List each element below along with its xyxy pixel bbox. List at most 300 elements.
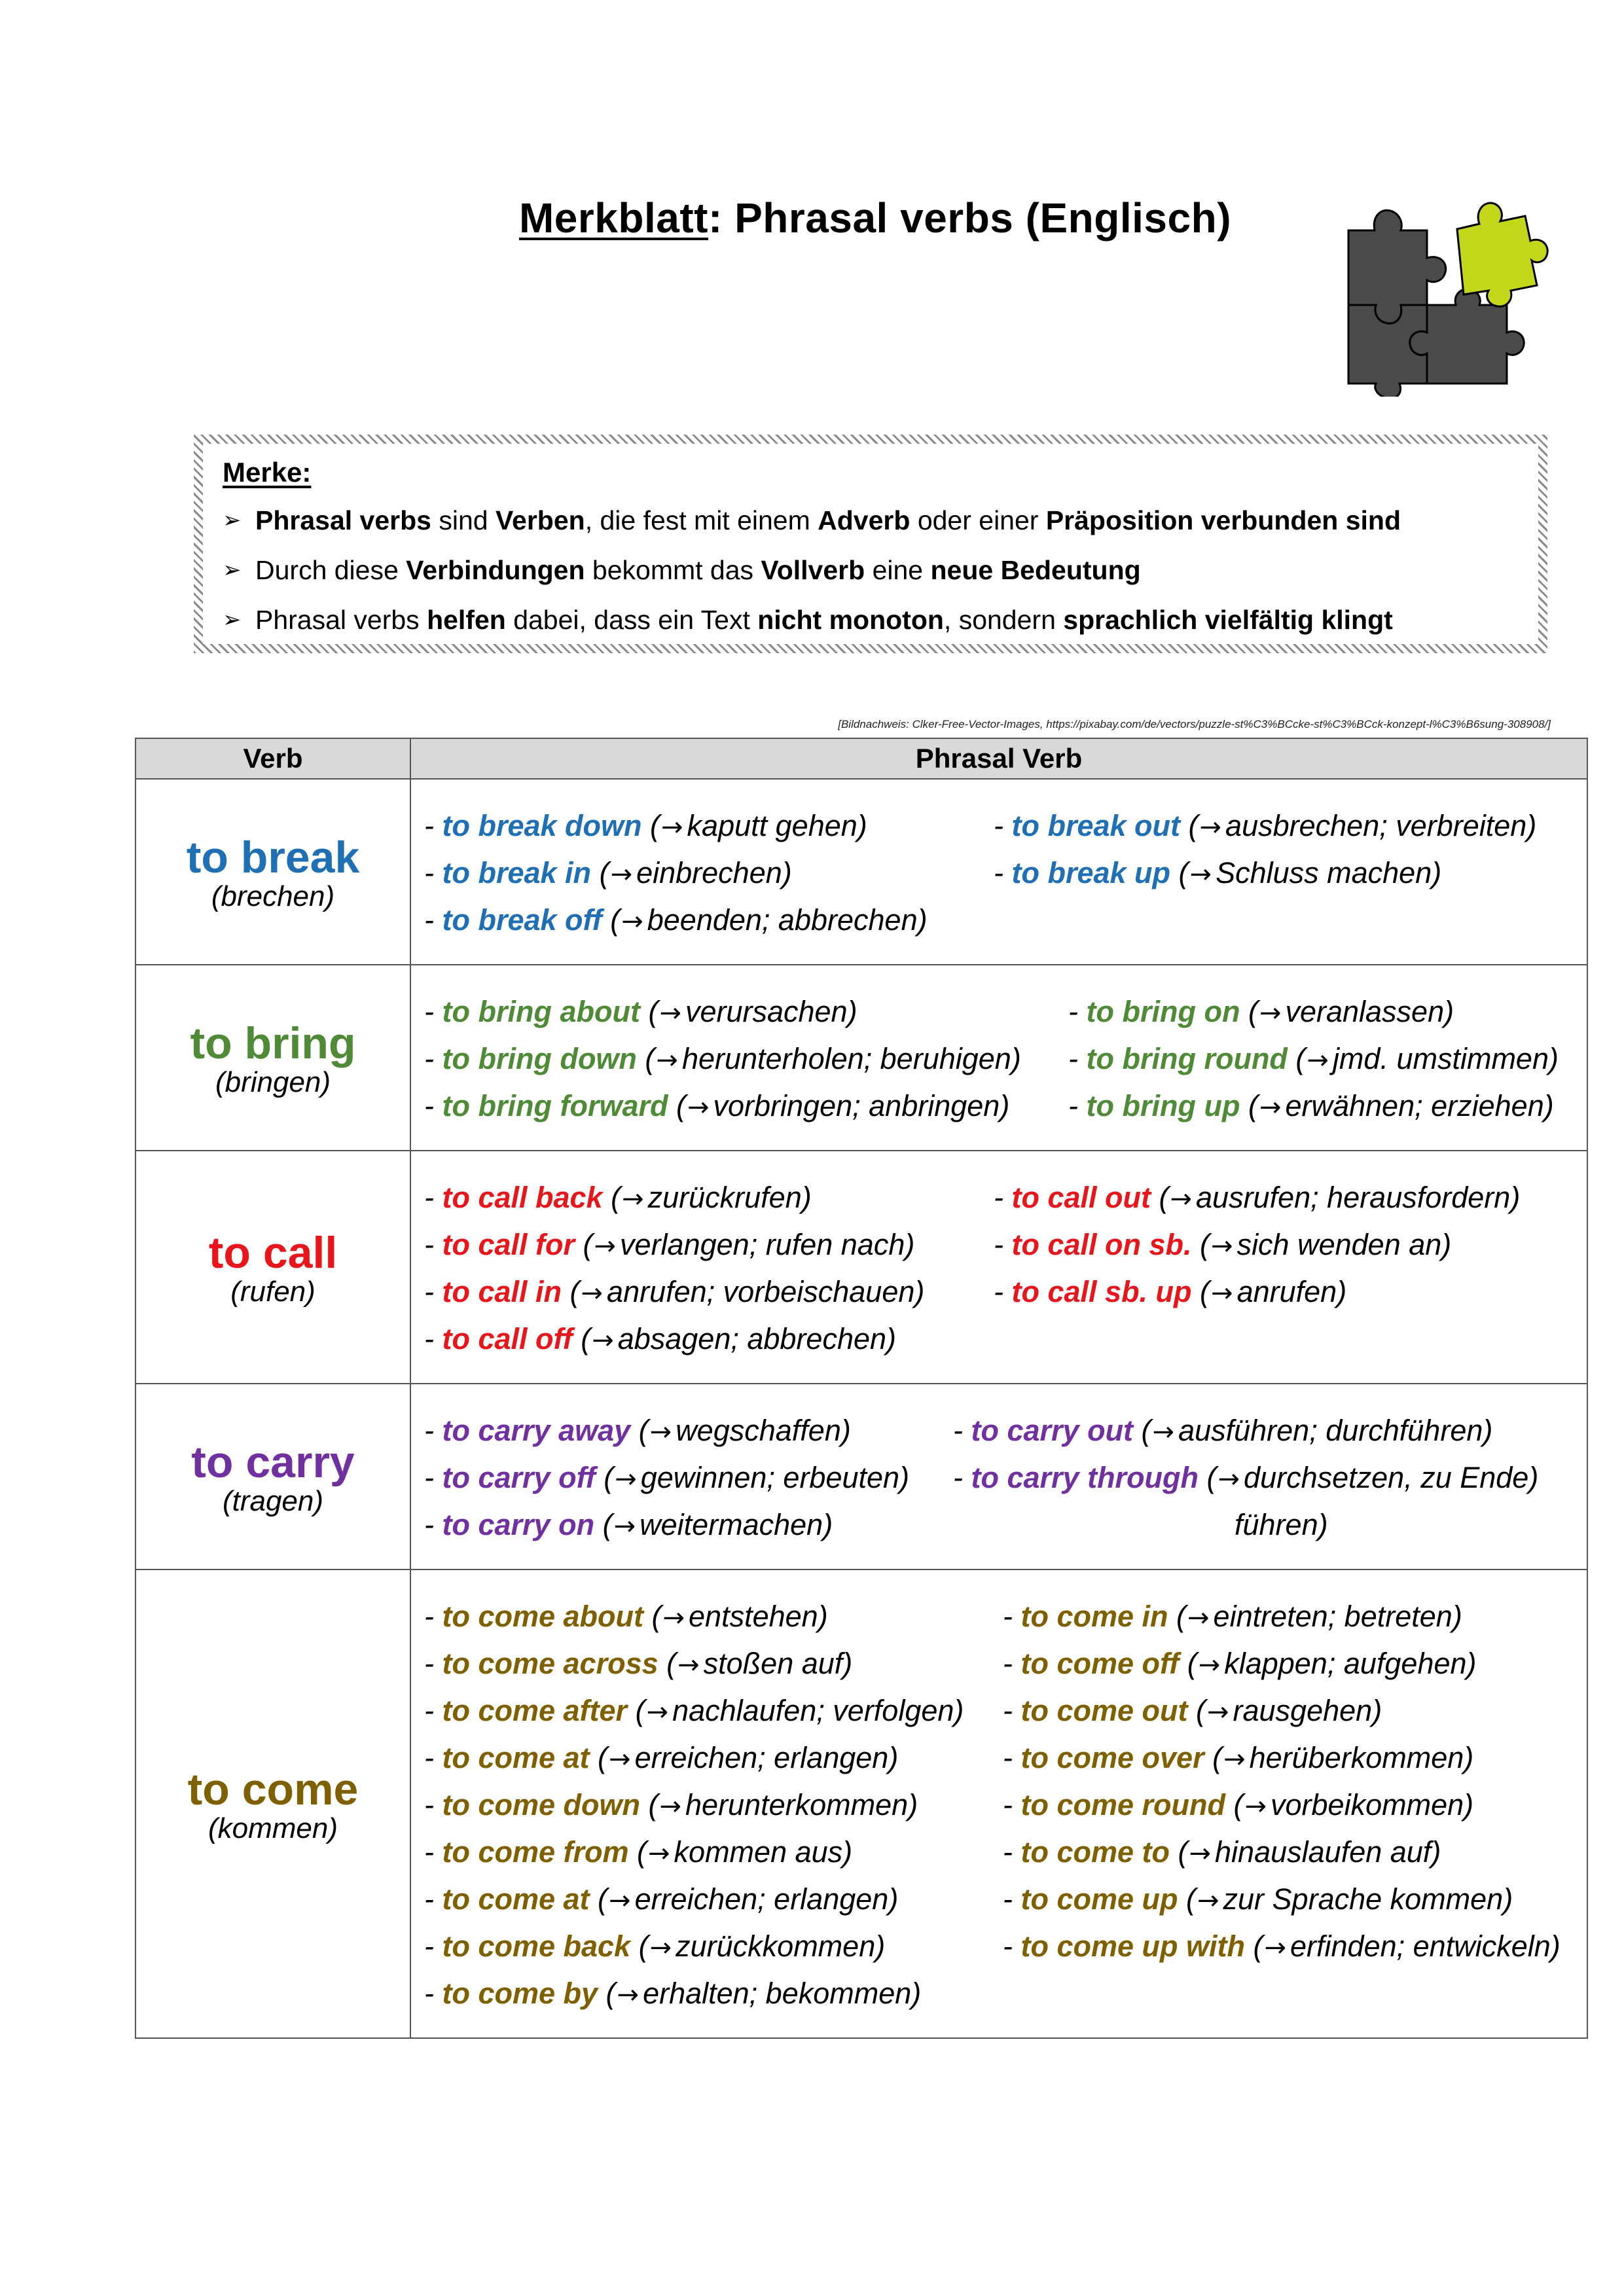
merke-text: , die fest mit einem (585, 505, 818, 535)
merke-text: , sondern (943, 605, 1064, 635)
right-arrow-icon: → (648, 1839, 670, 1869)
paren-open: ( (591, 856, 609, 889)
header-phrasal-verb: Phrasal Verb (410, 738, 1587, 779)
meaning: herunterholen; beruhigen (681, 1042, 1011, 1075)
right-arrow-icon: → (677, 1650, 700, 1680)
item-dash: - (1003, 1694, 1021, 1727)
paren-close: ) (847, 995, 857, 1028)
verb-name: to carry (191, 1437, 355, 1487)
table-row (135, 1570, 1587, 2038)
paren-close: ) (1466, 1647, 1477, 1680)
verb-translation: (bringen) (215, 1066, 331, 1098)
right-arrow-icon: → (649, 1933, 672, 1963)
phrasal-verb: to bring down (442, 1042, 637, 1075)
right-arrow-icon: → (610, 859, 633, 889)
phrasal-verb: to break in (442, 856, 592, 889)
right-arrow-icon: → (1211, 1231, 1233, 1261)
item-dash: - (424, 995, 442, 1028)
phrasal-verb-item (953, 1408, 1587, 1455)
table-header-row (135, 738, 1587, 779)
phrasal-verb-item (994, 1269, 1587, 1316)
phrasal-verb-item (424, 803, 994, 850)
meaning: erhalten; bekommen (643, 1977, 912, 2010)
phrasal-verb-grid (424, 1175, 1587, 1363)
item-dash: - (424, 856, 442, 889)
meaning: rausgehen (1233, 1694, 1373, 1727)
paren-open: ( (640, 1788, 659, 1821)
phrasal-verb: to break out (1011, 809, 1181, 842)
meaning: erreichen; erlangen (634, 1741, 889, 1774)
item-dash: - (1068, 995, 1087, 1028)
paren-close: ) (1432, 856, 1442, 889)
right-arrow-icon: → (649, 1417, 672, 1447)
phrasal-verb-item (953, 1455, 1587, 1502)
phrasal-verb-item (1003, 1735, 1587, 1782)
title-underlined: Merkblatt (518, 194, 708, 242)
paren-open: ( (1187, 1694, 1206, 1727)
phrasal-verb-cell (410, 965, 1587, 1151)
right-arrow-icon: → (1264, 1933, 1287, 1963)
paren-open: ( (636, 1042, 655, 1075)
meaning: entstehen (689, 1600, 818, 1633)
right-arrow-icon: → (615, 1464, 637, 1494)
phrasal-verb: to come after (442, 1694, 628, 1727)
right-arrow-icon: → (646, 1697, 669, 1727)
phrasal-verb: to come about (442, 1600, 644, 1633)
merke-keyword: Verbindungen (406, 555, 585, 585)
phrasal-verb-grid (424, 1594, 1587, 2018)
paren-close: ) (1444, 995, 1454, 1028)
title-rest: : Phrasal verbs (Englisch) (708, 194, 1232, 242)
table-row (135, 1384, 1587, 1570)
item-dash: - (1003, 1835, 1021, 1869)
paren-close: ) (911, 1977, 922, 2010)
paren-close: ) (1503, 1882, 1513, 1916)
right-arrow-icon: → (687, 1092, 710, 1122)
phrasal-verb-item (424, 1455, 953, 1502)
phrasal-verb-cell (410, 1151, 1587, 1384)
merke-item (223, 606, 1519, 634)
phrasal-verb: to come across (442, 1647, 659, 1680)
item-dash: - (1003, 1929, 1021, 1963)
phrasal-verb: to call off (442, 1322, 573, 1355)
right-arrow-icon: → (1244, 1791, 1267, 1821)
merke-item (223, 556, 1519, 584)
meaning: wegschaffen (676, 1414, 841, 1447)
phrasal-verb-item (424, 989, 1068, 1036)
phrasal-verb-item (994, 850, 1587, 897)
right-arrow-icon: → (661, 812, 683, 842)
phrasal-verb-item (424, 1594, 1003, 1641)
paren-open: ( (1199, 1461, 1217, 1494)
merke-keyword: Phrasal verbs (255, 505, 431, 535)
meaning: vorbeikommen (1271, 1788, 1464, 1821)
item-dash: - (994, 856, 1012, 889)
paren-close: ) (1372, 1694, 1382, 1727)
meaning: einbrechen (636, 856, 782, 889)
meaning: klappen; aufgehen (1224, 1647, 1467, 1680)
phrasal-verb: to break down (442, 809, 642, 842)
phrasal-verb: to call out (1011, 1181, 1151, 1214)
item-dash: - (1068, 1042, 1087, 1075)
phrasal-verb: to carry away (442, 1414, 631, 1447)
merke-keyword: neue Bedeutung (930, 555, 1141, 585)
paren-close: ) (840, 1414, 851, 1447)
phrasal-verb-item (424, 897, 994, 944)
meaning: beenden; abbrechen (647, 903, 918, 937)
item-dash: - (424, 1089, 442, 1122)
verb-name: to break (186, 833, 360, 882)
paren-open: ( (575, 1228, 593, 1261)
paren-open: ( (1191, 1228, 1210, 1261)
phrasal-verb-item (1003, 1641, 1587, 1688)
meaning: gewinnen; erbeuten (640, 1461, 900, 1494)
meaning: jmd. umstimmen (1332, 1042, 1549, 1075)
paren-close: ) (1464, 1741, 1474, 1774)
phrasal-verb-item (424, 1876, 1003, 1924)
item-dash: - (994, 1228, 1012, 1261)
paren-close: ) (823, 1508, 833, 1541)
meaning: anrufen (1236, 1275, 1337, 1308)
phrasal-verb: to come up (1020, 1882, 1178, 1916)
paren-close: ) (888, 1741, 899, 1774)
item-dash: - (424, 1882, 442, 1916)
phrasal-verb: to come in (1020, 1600, 1168, 1633)
right-arrow-icon: → (1259, 998, 1282, 1028)
item-dash: - (424, 809, 442, 842)
phrasal-verb-item (424, 1269, 994, 1316)
paren-close: ) (899, 1461, 910, 1494)
item-dash: - (1068, 1089, 1087, 1122)
merke-item-text (255, 606, 1393, 634)
right-arrow-icon: → (1189, 859, 1212, 889)
paren-open: ( (1240, 1089, 1258, 1122)
paren-close: ) (842, 1647, 853, 1680)
item-dash: - (424, 1228, 442, 1261)
meaning: zurückrufen (647, 1181, 802, 1214)
phrasal-verb: to bring forward (442, 1089, 668, 1122)
paren-open: ( (1287, 1042, 1306, 1075)
verb-translation: (kommen) (208, 1812, 338, 1844)
phrasal-verb: to come down (442, 1788, 640, 1821)
meaning: erreichen; erlangen (634, 1882, 889, 1916)
right-arrow-icon: → (1223, 1744, 1246, 1774)
right-arrow-icon: → (656, 1045, 678, 1075)
meaning-continuation: führen) (1235, 1508, 1328, 1541)
right-arrow-icon: → (594, 1231, 617, 1261)
meaning: veranlassen (1285, 995, 1445, 1028)
phrasal-verb-item (424, 1971, 1003, 2018)
paren-open: ( (594, 1508, 613, 1541)
paren-close: ) (1464, 1788, 1474, 1821)
verb-translation: (brechen) (211, 880, 335, 912)
paren-close: ) (917, 903, 928, 937)
verb-cell (135, 779, 410, 965)
paren-close: ) (782, 856, 792, 889)
paren-open: ( (658, 1647, 677, 1680)
phrasal-verb-item (424, 1829, 1003, 1876)
phrasal-verbs-table (135, 738, 1588, 2039)
right-arrow-icon: → (609, 1886, 631, 1916)
phrasal-verb-item (424, 1641, 1003, 1688)
paren-open: ( (627, 1694, 645, 1727)
phrasal-verb: to call for (442, 1228, 575, 1261)
meaning: Schluss machen (1216, 856, 1432, 889)
right-arrow-icon: → (1307, 1045, 1329, 1075)
phrasal-verb-item (424, 1036, 1068, 1083)
phrasal-verb-item (1003, 1924, 1587, 1971)
arrowhead-bullet-icon: ➢ (223, 508, 242, 533)
paren-open: ( (1170, 1835, 1188, 1869)
meaning: durchsetzen, zu Ende (1244, 1461, 1529, 1494)
merke-keyword: nicht monoton (757, 605, 944, 635)
phrasal-verb: to carry through (971, 1461, 1199, 1494)
meaning: absagen; abbrechen (617, 1322, 887, 1355)
verb-name: to come (187, 1765, 359, 1814)
merke-text: bekommt das (585, 555, 761, 585)
verb-translation: (rufen) (230, 1276, 316, 1308)
verb-cell (135, 965, 410, 1151)
right-arrow-icon: → (1259, 1092, 1282, 1122)
merke-text: Phrasal verbs (255, 605, 427, 635)
verb-cell (135, 1570, 410, 2038)
meaning: kommen aus (674, 1835, 843, 1869)
merke-keyword: Vollverb (761, 555, 865, 585)
item-dash: - (424, 1042, 442, 1075)
paren-open: ( (1245, 1929, 1263, 1963)
phrasal-verb-grid (424, 803, 1587, 944)
item-dash: - (424, 1600, 442, 1633)
paren-open: ( (668, 1089, 686, 1122)
phrasal-verb-item (1003, 1829, 1587, 1876)
right-arrow-icon: → (592, 1325, 614, 1355)
paren-open: ( (628, 1835, 647, 1869)
item-dash: - (424, 1461, 442, 1494)
right-arrow-icon: → (609, 1744, 631, 1774)
item-dash: - (1003, 1741, 1021, 1774)
paren-close: ) (857, 809, 867, 842)
meaning: hinauslaufen auf (1215, 1835, 1432, 1869)
paren-open: ( (589, 1741, 608, 1774)
paren-close: ) (842, 1835, 853, 1869)
meaning: zurückkommen (676, 1929, 876, 1963)
paren-open: ( (630, 1414, 649, 1447)
right-arrow-icon: → (662, 1603, 685, 1633)
meaning: ausrufen; herausfordern (1196, 1181, 1511, 1214)
merke-keyword: helfen (427, 605, 506, 635)
paren-close: ) (1011, 1042, 1021, 1075)
puzzle-pieces-icon (1335, 190, 1551, 397)
meaning: sich wenden an (1236, 1228, 1442, 1261)
meaning: erwähnen; erziehen (1285, 1089, 1544, 1122)
merke-item-text (255, 556, 1141, 584)
paren-open: ( (1170, 856, 1189, 889)
right-arrow-icon: → (1207, 1697, 1229, 1727)
paren-open: ( (602, 1181, 621, 1214)
arrowhead-bullet-icon: ➢ (223, 558, 242, 583)
paren-open: ( (1178, 1882, 1197, 1916)
item-dash: - (424, 1414, 442, 1447)
right-arrow-icon: → (581, 1278, 604, 1308)
item-dash: - (424, 1788, 442, 1821)
phrasal-verb: to bring up (1086, 1089, 1240, 1122)
meaning: herunterkommen (685, 1788, 909, 1821)
right-arrow-icon: → (1199, 812, 1222, 842)
paren-close: ) (1550, 1929, 1561, 1963)
paren-open: ( (602, 903, 621, 937)
phrasal-verb: to break off (442, 903, 602, 937)
verb-name: to call (208, 1228, 338, 1278)
paren-close: ) (908, 1788, 918, 1821)
item-dash: - (1003, 1647, 1021, 1680)
right-arrow-icon: → (1211, 1278, 1233, 1308)
paren-open: ( (1151, 1181, 1169, 1214)
phrasal-verb: to bring about (442, 995, 640, 1028)
meaning: zur Sprache kommen (1223, 1882, 1504, 1916)
phrasal-verb: to come up with (1020, 1929, 1245, 1963)
meaning: weitermachen (640, 1508, 823, 1541)
paren-open: ( (572, 1322, 591, 1355)
phrasal-verb-item (1068, 989, 1587, 1036)
phrasal-verb-item (1003, 1876, 1587, 1924)
right-arrow-icon: → (617, 1980, 640, 2010)
meaning: ausführen; durchführen (1178, 1414, 1483, 1447)
item-dash: - (424, 1275, 442, 1308)
phrasal-verb: to come off (1020, 1647, 1180, 1680)
phrasal-verb: to bring round (1086, 1042, 1288, 1075)
phrasal-verb: to come round (1020, 1788, 1225, 1821)
phrasal-verb: to come out (1020, 1694, 1188, 1727)
header-verb: Verb (135, 738, 410, 779)
empty-cell (994, 897, 1587, 944)
right-arrow-icon: → (1170, 1184, 1193, 1214)
phrasal-verb-item (994, 1175, 1587, 1222)
paren-close: ) (1526, 809, 1537, 842)
phrasal-verb-item (424, 1408, 953, 1455)
paren-open: ( (1179, 1647, 1197, 1680)
item-dash: - (994, 809, 1012, 842)
paren-open: ( (641, 809, 660, 842)
merke-keyword: Verben (495, 505, 585, 535)
paren-close: ) (1441, 1228, 1452, 1261)
item-dash: - (994, 1275, 1012, 1308)
merke-text: dabei, dass ein Text (505, 605, 758, 635)
phrasal-verb: to call sb. up (1011, 1275, 1192, 1308)
phrasal-verb-item (1068, 1083, 1587, 1130)
paren-open: ( (643, 1600, 662, 1633)
merke-text: oder einer (910, 505, 1046, 535)
phrasal-verb-item (994, 803, 1587, 850)
item-dash: - (953, 1414, 971, 1447)
paren-close: ) (818, 1600, 828, 1633)
empty-cell (994, 1316, 1587, 1363)
merke-box (194, 435, 1547, 653)
phrasal-verb: to come over (1020, 1741, 1204, 1774)
right-arrow-icon: → (659, 998, 681, 1028)
image-credit: [Bildnachweis: Clker-Free-Vector-Images, https://pixabay.com/de/vectors/puzzle-st%C3%BCcke-st%C3%BCck-konzept-l%C3%B6sung-308908/] (838, 718, 1551, 730)
paren-close: ) (801, 1181, 812, 1214)
paren-open: ( (1133, 1414, 1151, 1447)
phrasal-verb: to carry on (442, 1508, 595, 1541)
phrasal-verb: to come back (442, 1929, 631, 1963)
meaning: nachlaufen; verfolgen (672, 1694, 954, 1727)
right-arrow-icon: → (622, 1184, 644, 1214)
phrasal-verb-grid (424, 989, 1587, 1130)
phrasal-verb-item (424, 1222, 994, 1269)
phrasal-verb-item (424, 850, 994, 897)
phrasal-verb-item (424, 1502, 953, 1549)
phrasal-verb-grid (424, 1408, 1587, 1549)
phrasal-verb: to call in (442, 1275, 562, 1308)
phrasal-verb: to call on sb. (1011, 1228, 1192, 1261)
right-arrow-icon: → (1218, 1464, 1240, 1494)
item-dash: - (1003, 1882, 1021, 1916)
phrasal-verb: to come to (1020, 1835, 1170, 1869)
item-dash: - (424, 1508, 442, 1541)
paren-close: ) (1543, 1089, 1554, 1122)
meaning: verlangen; rufen nach (620, 1228, 905, 1261)
phrasal-verb: to come at (442, 1741, 590, 1774)
merke-keyword: Präposition verbunden sind (1045, 505, 1401, 535)
item-dash: - (424, 1929, 442, 1963)
paren-open: ( (640, 995, 659, 1028)
phrasal-verb-cell (410, 1384, 1587, 1570)
table-row (135, 779, 1587, 965)
item-dash: - (424, 903, 442, 937)
meaning: eintreten; betreten (1213, 1600, 1453, 1633)
phrasal-verb: to carry out (971, 1414, 1134, 1447)
meaning: herüberkommen (1249, 1741, 1464, 1774)
phrasal-verb-item (1003, 1782, 1587, 1829)
paren-open: ( (589, 1882, 608, 1916)
right-arrow-icon: → (621, 906, 643, 937)
empty-cell (1003, 1971, 1587, 2018)
phrasal-verb-cell (410, 1570, 1587, 2038)
paren-close: ) (1528, 1461, 1539, 1494)
phrasal-verb-item (424, 1924, 1003, 1971)
paren-close: ) (954, 1694, 964, 1727)
item-dash: - (424, 1181, 442, 1214)
paren-open: ( (598, 1977, 616, 2010)
paren-open: ( (1225, 1788, 1244, 1821)
paren-close: ) (886, 1322, 897, 1355)
phrasal-verb-item (1068, 1036, 1587, 1083)
phrasal-verb: to break up (1011, 856, 1171, 889)
merke-keyword: Adverb (818, 505, 911, 535)
item-dash: - (953, 1461, 971, 1494)
paren-open: ( (595, 1461, 614, 1494)
phrasal-verb-item (994, 1222, 1587, 1269)
phrasal-verb: to call back (442, 1181, 603, 1214)
merke-item (223, 507, 1519, 534)
verb-cell (135, 1384, 410, 1570)
paren-close: ) (1483, 1414, 1493, 1447)
right-arrow-icon: → (659, 1791, 682, 1821)
merke-heading: Merke: (223, 457, 312, 488)
phrasal-verb: to come by (442, 1977, 598, 2010)
phrasal-verb: to come at (442, 1882, 590, 1916)
phrasal-verb-item (424, 1175, 994, 1222)
paren-open: ( (1240, 995, 1258, 1028)
paren-close: ) (905, 1228, 915, 1261)
verb-name: to bring (190, 1018, 356, 1068)
paren-close: ) (1452, 1600, 1462, 1633)
table-row (135, 1151, 1587, 1384)
paren-open: ( (1191, 1275, 1210, 1308)
phrasal-verb: to come from (442, 1835, 629, 1869)
item-dash: - (994, 1181, 1012, 1214)
table-row (135, 965, 1587, 1151)
